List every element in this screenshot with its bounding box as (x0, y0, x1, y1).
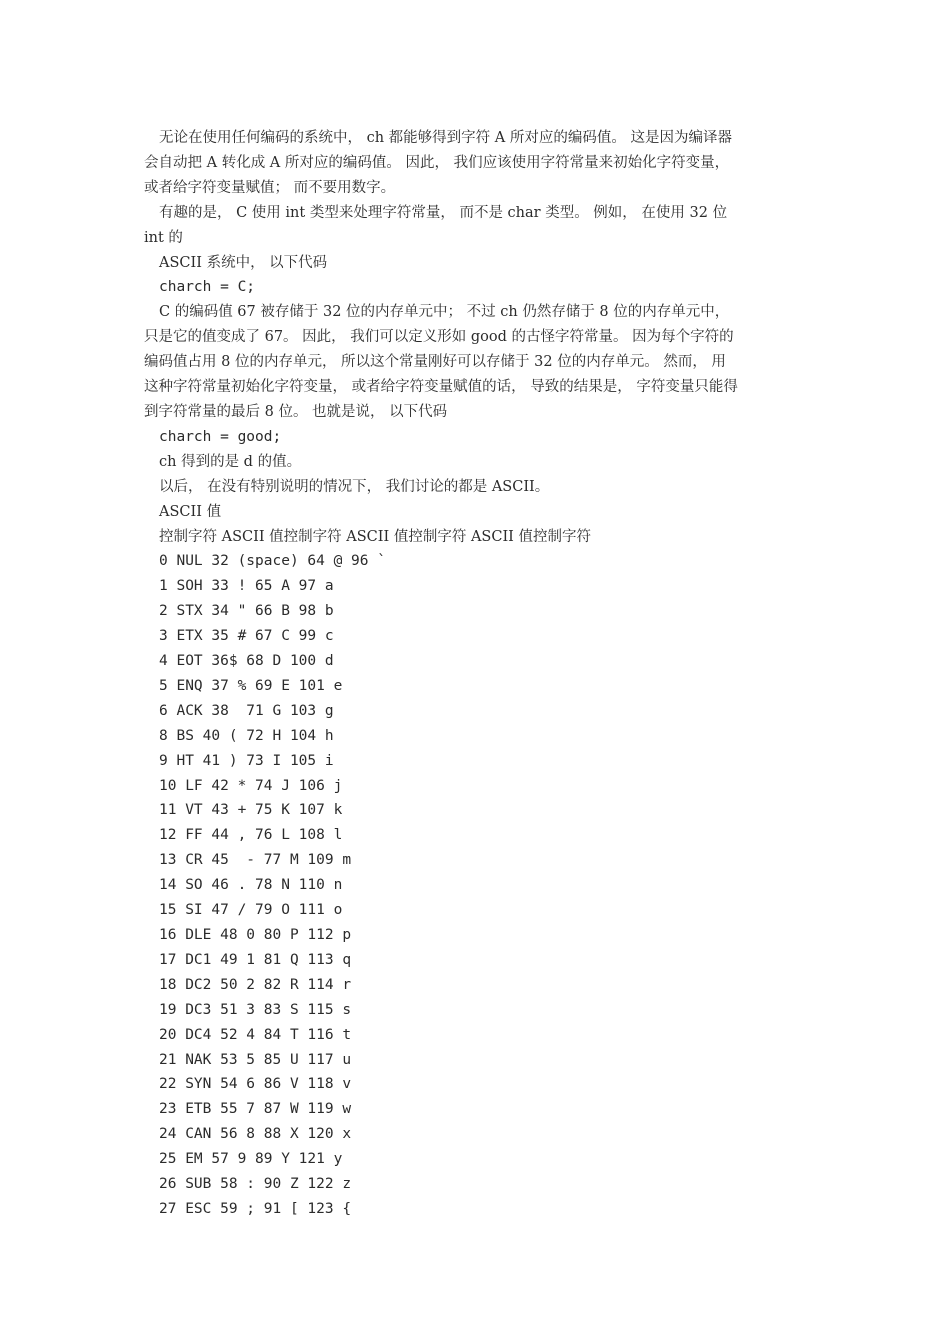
ascii-table-row: 13 CR 45 - 77 M 109 m (159, 852, 352, 869)
text-line: int 的 (144, 229, 183, 246)
ascii-table-row: 22 SYN 54 6 86 V 118 v (159, 1076, 352, 1093)
text-line: 编码值占用 8 位的内存单元， 所以这个常量刚好可以存储于 32 位的内存单元。 然而， 用 (144, 354, 726, 371)
ascii-table (144, 549, 810, 1221)
ascii-table-row: 20 DC4 52 4 84 T 116 t (159, 1026, 352, 1043)
ascii-table-row: 26 SUB 58 : 90 Z 122 z (159, 1176, 352, 1193)
ascii-table-row: 18 DC2 50 2 82 R 114 r (159, 976, 352, 993)
text-line: ch 得到的是 d 的值。 (159, 453, 302, 470)
ascii-table-row: 17 DC1 49 1 81 Q 113 q (159, 951, 352, 968)
ascii-table-row: 8 BS 40 ( 72 H 104 h (159, 727, 334, 744)
ascii-table-row: 23 ETB 55 7 87 W 119 w (159, 1101, 352, 1118)
ascii-table-row: 19 DC3 51 3 83 S 115 s (159, 1001, 352, 1018)
ascii-table-row: 27 ESC 59 ; 91 [ 123 { (159, 1200, 352, 1217)
ascii-table-row: 25 EM 57 9 89 Y 121 y (159, 1151, 343, 1168)
code-line: charch = C; (159, 279, 256, 296)
ascii-table-row: 24 CAN 56 8 88 X 120 x (159, 1126, 352, 1143)
ascii-table-row: 3 ETX 35 # 67 C 99 c (159, 628, 334, 645)
text-line: ASCII 值 (159, 503, 222, 520)
text-line: C 的编码值 67 被存储于 32 位的内存单元中； 不过 ch 仍然存储于 8 位的内存单元中， (159, 304, 730, 321)
text-line: 无论在使用任何编码的系统中， ch 都能够得到字符 A 所对应的编码值。 这是因为编译器 (159, 130, 732, 146)
ascii-table-row: 1 SOH 33 ! 65 A 97 a (159, 578, 334, 595)
ascii-table-row: 12 FF 44 , 76 L 108 l (159, 827, 343, 844)
ascii-table-row: 14 SO 46 . 78 N 110 n (159, 877, 343, 894)
text-line: 只是它的值变成了 67。 因此， 我们可以定义形如 good 的古怪字符常量。 因为每个字符的 (144, 329, 734, 346)
text-line: 到字符常量的最后 8 位。 也就是说， 以下代码 (144, 403, 448, 420)
ascii-table-row: 0 NUL 32 (space) 64 @ 96 ` (159, 553, 386, 570)
code-line: charch = good; (159, 428, 282, 445)
text-line: 这种字符常量初始化字符变量， 或者给字符变量赋值的话， 导致的结果是， 字符变量只能得 (144, 379, 738, 396)
ascii-table-row: 16 DLE 48 0 80 P 112 p (159, 927, 352, 943)
ascii-table-row: 5 ENQ 37 % 69 E 101 e (159, 677, 343, 694)
ascii-table-row: 2 STX 34 " 66 B 98 b (159, 603, 334, 620)
document-body (144, 126, 810, 1222)
text-line: 会自动把 A 转化成 A 所对应的编码值。 因此， 我们应该使用字符常量来初始化字符变量， (144, 154, 730, 171)
ascii-table-row: 11 VT 43 + 75 K 107 k (159, 802, 343, 819)
ascii-table-row: 10 LF 42 * 74 J 106 j (159, 777, 343, 794)
ascii-table-row: 15 SI 47 / 79 O 111 o (159, 902, 343, 919)
text-line: ASCII 系统中， 以下代码 (159, 254, 328, 271)
ascii-table-row: 21 NAK 53 5 85 U 117 u (159, 1051, 352, 1068)
text-line: 控制字符 ASCII 值控制字符 ASCII 值控制字符 ASCII 值控制字符 (159, 528, 592, 545)
ascii-table-row: 6 ACK 38 71 G 103 g (159, 702, 334, 719)
text-paragraphs (144, 126, 810, 549)
text-line: 以后， 在没有特别说明的情况下， 我们讨论的都是 ASCII。 (159, 478, 550, 495)
ascii-table-row: 9 HT 41 ) 73 I 105 i (159, 752, 334, 769)
ascii-table-row: 4 EOT 36$ 68 D 100 d (159, 653, 334, 670)
text-line: 或者给字符变量赋值； 而不要用数字。 (144, 179, 396, 196)
text-line: 有趣的是， C 使用 int 类型来处理字符常量， 而不是 char 类型。 例如， 在使用 32 位 (159, 204, 728, 221)
